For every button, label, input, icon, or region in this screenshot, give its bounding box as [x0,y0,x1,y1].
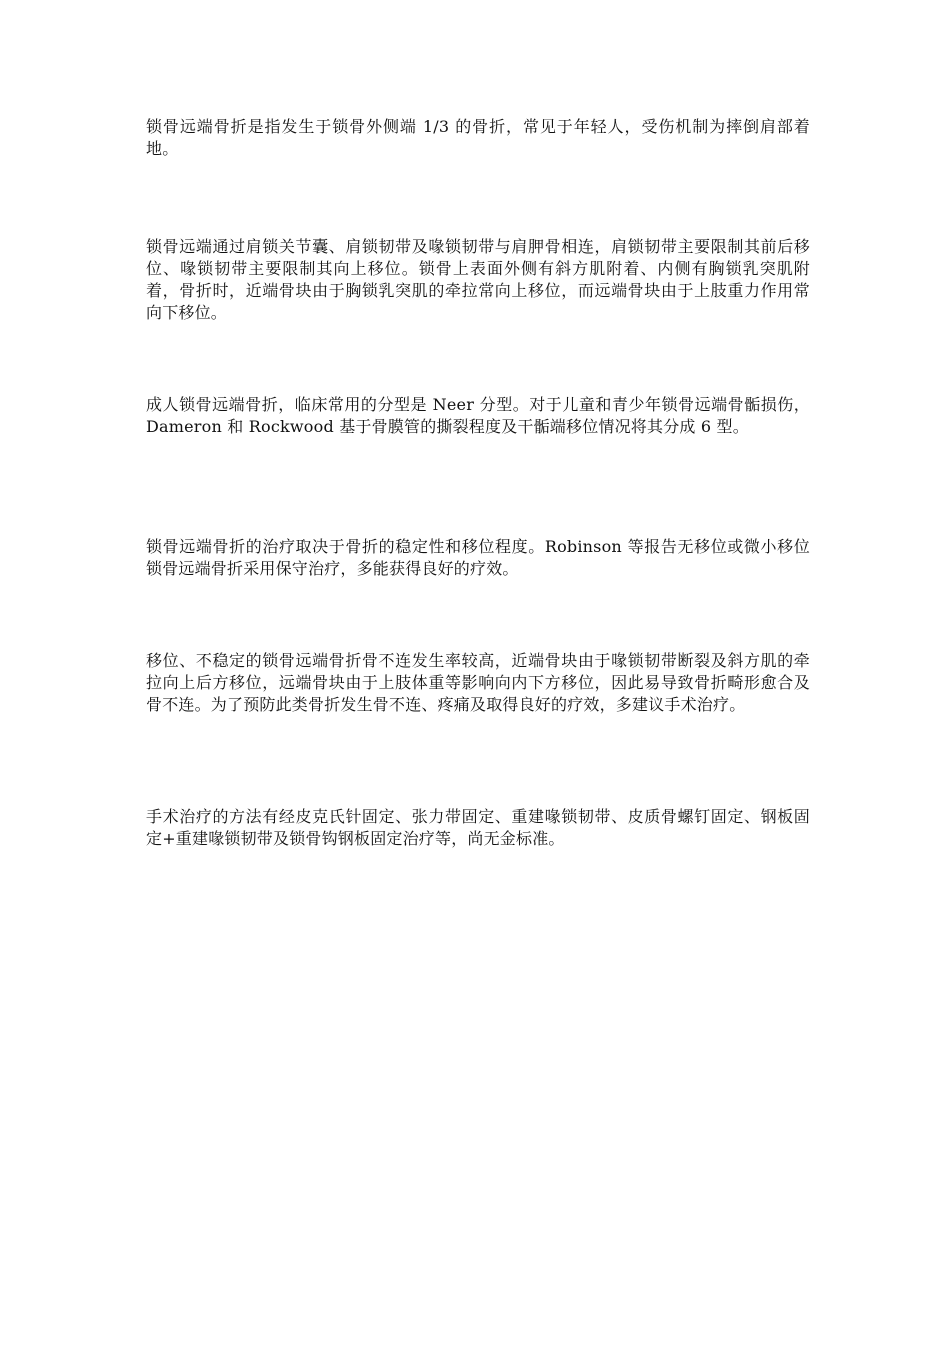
paragraph-conservative-treatment: 锁骨远端骨折的治疗取决于骨折的稳定性和移位程度。Robinson 等报告无移位或微小移位锁骨远端骨折采用保守治疗，多能获得良好的疗效。 [146,537,810,578]
paragraph-surgical-indication: 移位、不稳定的锁骨远端骨折骨不连发生率较高，近端骨块由于喙锁韧带断裂及斜方肌的牵拉向上后方移位，远端骨块由于上肢体重等影响向内下方移位，因此易导致骨折畸形愈合及骨不连。为了预防此类骨折发生骨不连、疼痛及取得良好的疗效，多建议手术治疗。 [146,651,810,714]
paragraph-anatomy: 锁骨远端通过肩锁关节囊、肩锁韧带及喙锁韧带与肩胛骨相连，肩锁韧带主要限制其前后移位、喙锁韧带主要限制其向上移位。锁骨上表面外侧有斜方肌附着、内侧有胸锁乳突肌附着，骨折时，近端骨块由于胸锁乳突肌的牵拉常向上移位，而远端骨块由于上肢重力作用常向下移位。 [146,237,810,322]
paragraph-surgical-methods: 手术治疗的方法有经皮克氏针固定、张力带固定、重建喙锁韧带、皮质骨螺钉固定、钢板固定+重建喙锁韧带及锁骨钩钢板固定治疗等，尚无金标准。 [146,807,810,848]
paragraph-definition: 锁骨远端骨折是指发生于锁骨外侧端 1/3 的骨折，常见于年轻人，受伤机制为摔倒肩部着地。 [146,117,810,158]
paragraph-classification: 成人锁骨远端骨折，临床常用的分型是 Neer 分型。对于儿童和青少年锁骨远端骨骺损伤，Dameron 和 Rockwood 基于骨膜管的撕裂程度及干骺端移位情况将其分成 6 型。 [146,395,810,436]
